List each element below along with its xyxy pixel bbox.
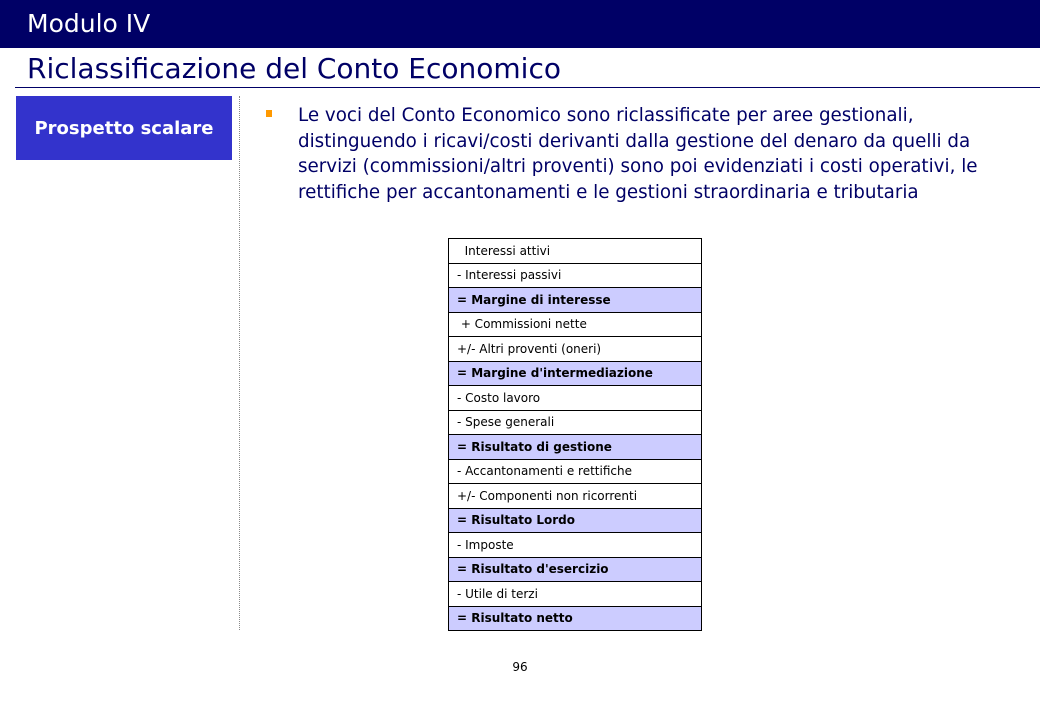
table-row-total [449, 361, 702, 386]
table-row-total [449, 508, 702, 533]
table-cell: - Utile di terzi [449, 582, 702, 607]
table-cell: Interessi attivi [449, 239, 702, 264]
section-label [16, 96, 232, 160]
header-bar [0, 0, 1040, 48]
page-number: 96 [512, 660, 528, 674]
table-row-total [449, 606, 702, 631]
title-divider [15, 87, 1040, 88]
table-cell: +/- Componenti non ricorrenti [449, 484, 702, 509]
table-cell: = Margine di interesse [449, 288, 702, 313]
table-row [449, 410, 702, 435]
table-row [449, 263, 702, 288]
table-row [449, 582, 702, 607]
table-cell: - Costo lavoro [449, 386, 702, 411]
table-cell: = Risultato netto [449, 606, 702, 631]
table-cell: - Imposte [449, 533, 702, 558]
table-cell: = Risultato Lordo [449, 508, 702, 533]
table-cell: +/- Altri proventi (oneri) [449, 337, 702, 362]
table-cell: - Interessi passivi [449, 263, 702, 288]
table-cell: + Commissioni nette [449, 312, 702, 337]
table-row-total [449, 557, 702, 582]
table-row [449, 533, 702, 558]
vertical-divider [239, 96, 240, 630]
table-row [449, 459, 702, 484]
page-title: Riclassificazione del Conto Economico [27, 52, 561, 85]
table-cell: - Accantonamenti e rettifiche [449, 459, 702, 484]
table-row [449, 484, 702, 509]
square-bullet-icon [266, 110, 272, 117]
table-row-total [449, 435, 702, 460]
table-row [449, 239, 702, 264]
table-row [449, 337, 702, 362]
table-cell: = Risultato di gestione [449, 435, 702, 460]
table-cell: - Spese generali [449, 410, 702, 435]
table-row [449, 386, 702, 411]
table-body [449, 239, 702, 631]
section-label-text: Prospetto scalare [34, 117, 214, 139]
table-row [449, 312, 702, 337]
module-title: Modulo IV [27, 9, 151, 38]
bullet-text: Le voci del Conto Economico sono riclassificate per aree gestionali, distinguendo i ricavi/costi derivanti dalla gestione del denaro da quelli da servizi (commissioni/altri proventi) sono poi evidenziati i costi operativi, le rettifiche per accantonamenti e le gestioni straordinaria e tributaria [298, 105, 978, 203]
table-cell: = Margine d'intermediazione [449, 361, 702, 386]
income-statement-table [448, 238, 702, 631]
table-cell: = Risultato d'esercizio [449, 557, 702, 582]
table-row-total [449, 288, 702, 313]
